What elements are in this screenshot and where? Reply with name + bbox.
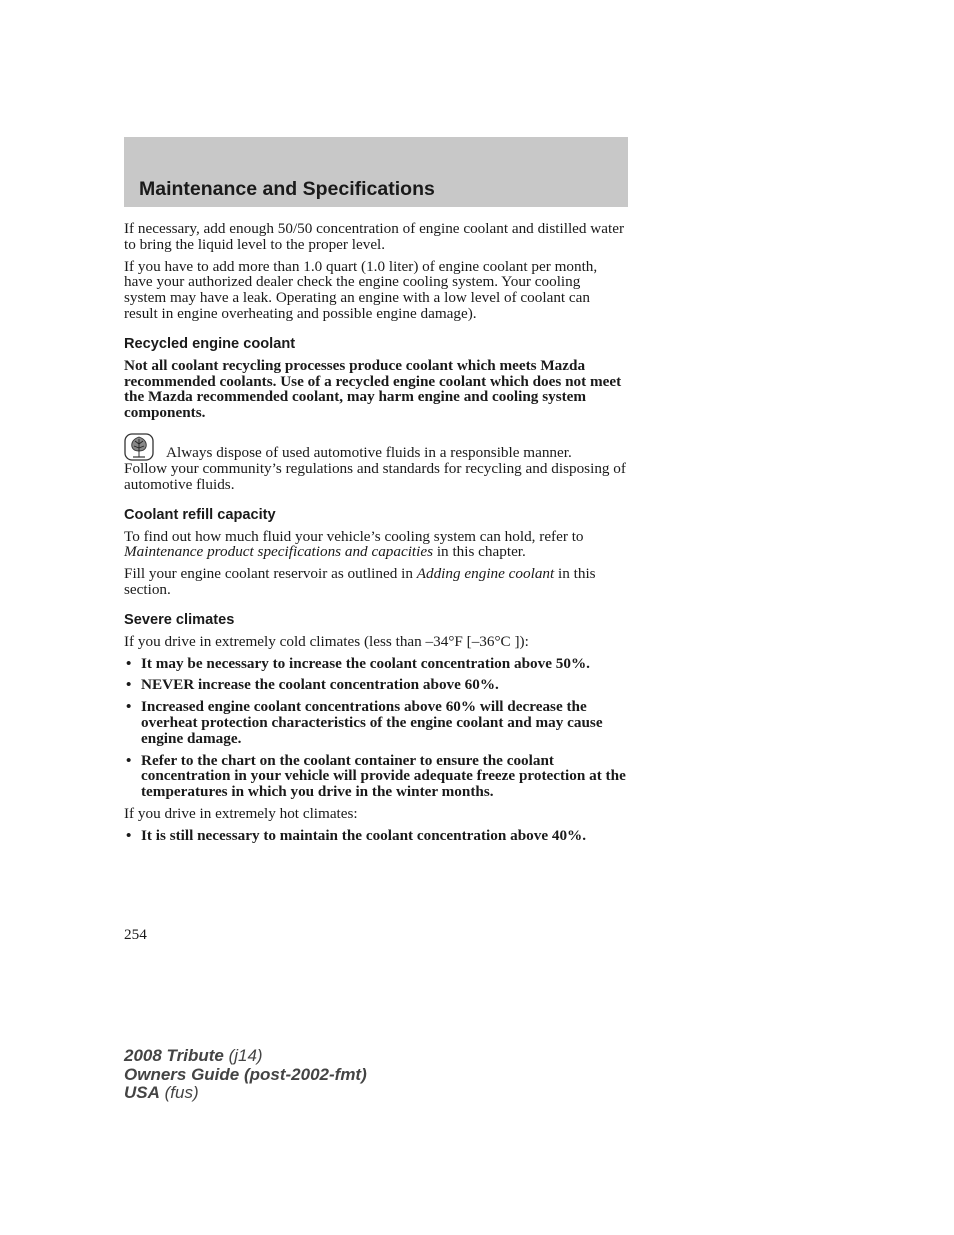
intro-paragraph-1: If necessary, add enough 50/50 concentration of engine coolant and distilled water to bring the liquid level to the proper level. — [124, 220, 625, 253]
environment-notice-text: Always dispose of used automotive fluids in a responsible manner. — [166, 444, 572, 462]
severe-climates-heading: Severe climates — [124, 611, 235, 628]
cold-climates-list — [124, 656, 626, 800]
environment-notice — [124, 433, 626, 461]
cold-climates-intro: If you drive in extremely cold climates (less than –34°F [–36°C ]): — [124, 632, 529, 650]
recycle-tree-icon — [124, 433, 154, 461]
list-item: • It is still necessary to maintain the coolant concentration above 40%. — [126, 826, 587, 844]
list-item: • It may be necessary to increase the coolant concentration above 50%. — [126, 654, 590, 672]
capacities-reference: Maintenance product specifications and capacities — [124, 543, 434, 561]
recycled-coolant-warning: Not all coolant recycling processes produce coolant which meets Mazda recommended coolants. Use of a recycled engine coolant which does not meet the Mazda recommended coolant, may harm engine and cooling system components. — [124, 356, 622, 422]
refill-capacity-paragraph-2: Fill your engine coolant reservoir as outlined in Adding engine coolant in this section. — [124, 565, 596, 598]
page-content — [124, 221, 626, 850]
recycled-coolant-heading: Recycled engine coolant — [124, 335, 296, 352]
section-title: Maintenance and Specifications — [139, 178, 435, 200]
footer-line-3: USA (fus) — [124, 1083, 199, 1102]
list-item: • Refer to the chart on the coolant container to ensure the coolant concentration in your vehicle will provide adequate freeze protection at the temperatures in which you drive in the winter months. — [126, 751, 626, 801]
refill-capacity-paragraph-1: To find out how much fluid your vehicle’s cooling system can hold, refer to Maintenance product specifications and capacities in this chapter. — [124, 527, 584, 561]
hot-climates-list — [124, 828, 626, 844]
document-footer — [124, 1047, 367, 1103]
list-item: • Increased engine coolant concentrations above 60% will decrease the overheat protection characteristics of the engine coolant and may cause engine damage. — [126, 698, 603, 747]
footer-line-1: 2008 Tribute (j14) — [124, 1046, 263, 1065]
refill-capacity-heading: Coolant refill capacity — [124, 506, 276, 523]
hot-climates-intro: If you drive in extremely hot climates: — [124, 804, 358, 822]
section-header-band — [124, 137, 628, 207]
list-item: • NEVER increase the coolant concentration above 60%. — [126, 676, 499, 694]
intro-paragraph-2: If you have to add more than 1.0 quart (1.0 liter) of engine coolant per month, have your authorized dealer check the engine cooling system. Your cooling system may have a leak. Operating an engine with a low level of coolant can result in engine overheating and possible engine damage). — [124, 257, 598, 322]
adding-coolant-reference: Adding engine coolant — [416, 565, 555, 583]
environment-notice-continuation: Follow your community’s regulations and standards for recycling and disposing of automotive fluids. — [124, 459, 626, 493]
page-number: 254 — [124, 926, 147, 943]
footer-line-2: Owners Guide (post-2002-fmt) — [124, 1064, 367, 1084]
